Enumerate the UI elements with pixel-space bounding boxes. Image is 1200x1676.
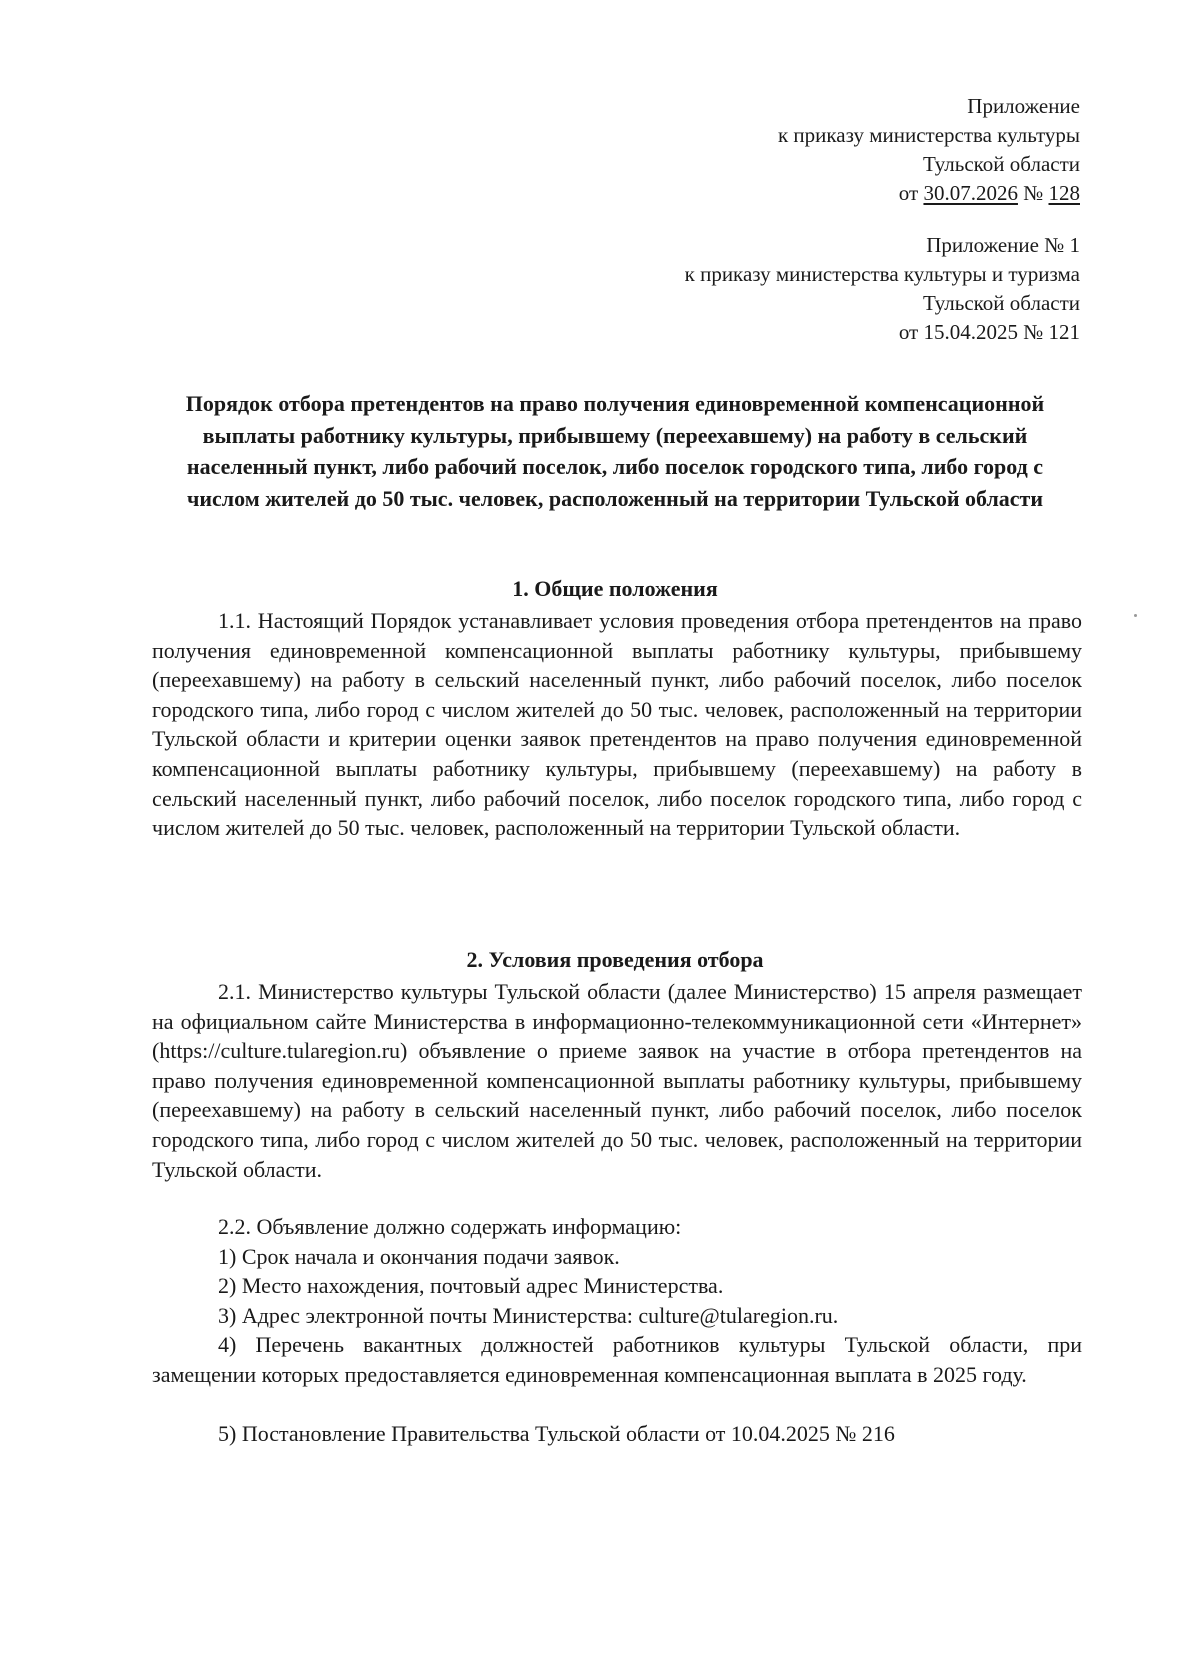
list-item: 4) Перечень вакантных должностей работников культуры Тульской области, при замещении которых предоставляется единовременная компенсационная выплата в 2025 году. bbox=[152, 1332, 1082, 1387]
section-heading-conditions: 2. Условия проведения отбора bbox=[466, 947, 764, 972]
appendix-region: Тульской области bbox=[922, 152, 1080, 176]
paragraph-2-1: 2.1. Министерство культуры Тульской области (далее Министерство) 15 апреля размещает на официальном сайте Министерства в информационно-телекоммуникационной сети «Интернет» (https://culture.tularegion.ru) объявление о приеме заявок на участие в отбора претендентов на право получения единовременной компенсационной выплаты работнику культуры, прибывшему (переехавшему) на работу в сельский населенный пункт, либо рабочий поселок, либо поселок городского типа, либо город с числом жителей до 50 тыс. человек, расположенный на территории Тульской области. bbox=[152, 979, 1082, 1182]
document-title: Порядок отбора претендентов на право получения единовременной компенсационной выплаты работнику культуры, прибывшему (переехавшему) на работу в сельский населенный пункт, либо рабочий поселок, либо поселок городского типа, либо город с числом жителей до 50 тыс. человек, расположенный на территории Тульской области bbox=[185, 391, 1045, 511]
appendix-order-ref: к приказу министерства культуры и туризма bbox=[684, 262, 1080, 286]
list-item: 1) Срок начала и окончания подачи заявок. bbox=[218, 1244, 620, 1269]
appendix-header-current bbox=[778, 92, 1080, 208]
order-number: 128 bbox=[1048, 181, 1080, 205]
paragraph-1-1: 1.1. Настоящий Порядок устанавливает условия проведения отбора претендентов на право получения единовременной компенсационной выплаты работнику культуры, прибывшему (переехавшему) на работу в сельский населенный пункт, либо рабочий поселок, либо поселок городского типа, либо город с числом жителей до 50 тыс. человек, расположенный на территории Тульской области и критерии оценки заявок претендентов на право получения единовременной компенсационной выплаты работнику культуры, прибывшему (переехавшему) на работу в сельский населенный пункт, либо рабочий поселок, либо поселок городского типа, либо город с числом жителей до 50 тыс. человек, расположенный на территории Тульской области. bbox=[152, 608, 1082, 841]
appendix-date-line: от 15.04.2025 № 121 bbox=[898, 320, 1080, 344]
appendix-date-line bbox=[778, 179, 1080, 208]
date-prefix: от bbox=[898, 181, 924, 205]
number-prefix: № bbox=[1017, 181, 1049, 205]
appendix-header-original bbox=[685, 231, 1080, 347]
list-item: 2) Место нахождения, почтовый адрес Министерства. bbox=[218, 1273, 724, 1298]
order-date: 30.07.2026 bbox=[923, 181, 1018, 205]
appendix-order-ref: к приказу министерства культуры bbox=[777, 123, 1080, 147]
appendix-region: Тульской области bbox=[922, 291, 1080, 315]
list-item: 3) Адрес электронной почты Министерства: culture@tularegion.ru. bbox=[218, 1303, 839, 1328]
appendix-label: Приложение № 1 bbox=[926, 233, 1080, 257]
appendix-label: Приложение bbox=[967, 94, 1080, 118]
paragraph-2-2: 2.2. Объявление должно содержать информацию: bbox=[218, 1214, 682, 1239]
scan-artifact bbox=[1134, 614, 1137, 617]
section-heading-general: 1. Общие положения bbox=[512, 576, 718, 601]
list-item: 5) Постановление Правительства Тульской области от 10.04.2025 № 216 bbox=[218, 1421, 895, 1446]
